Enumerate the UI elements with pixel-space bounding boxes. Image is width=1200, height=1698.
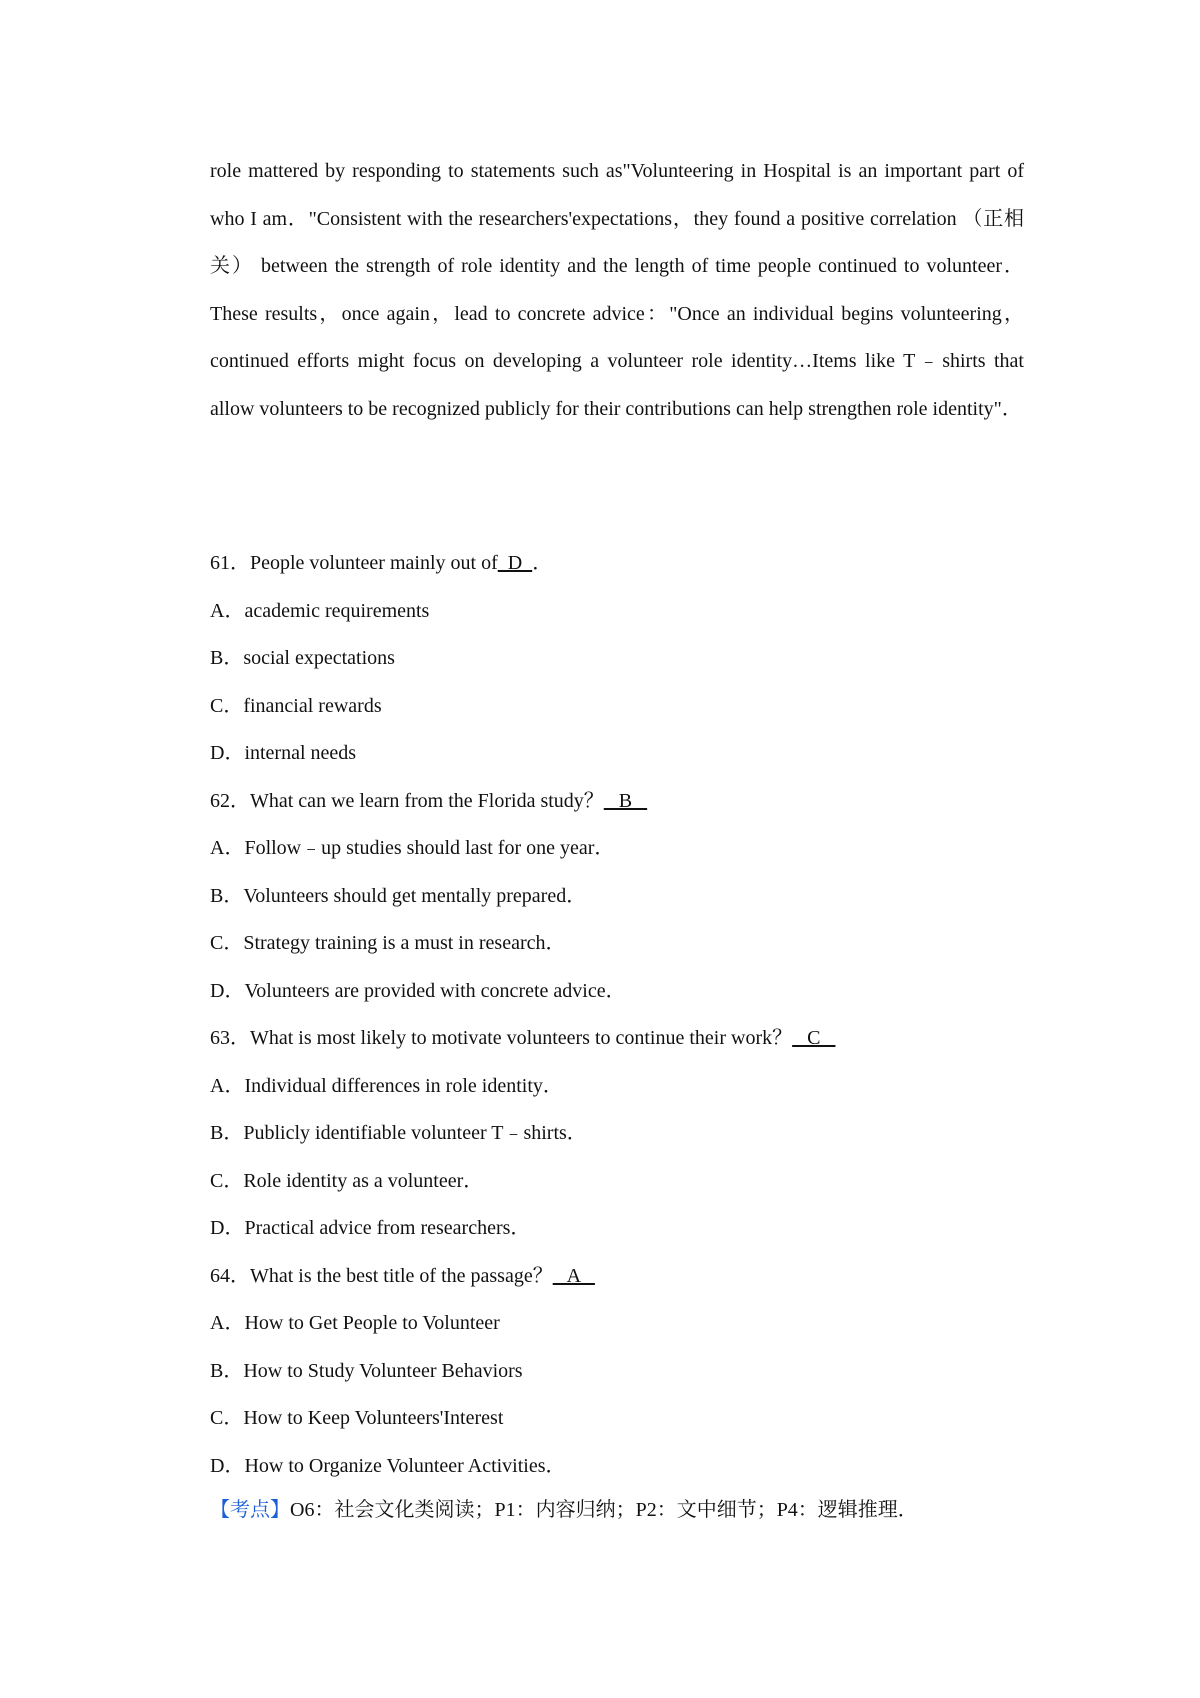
- answer-blank: C: [792, 1027, 836, 1049]
- option-d: D．Practical advice from researchers．: [210, 1217, 531, 1239]
- option-b: B．Publicly identifiable volunteer T﹣shirts．: [210, 1122, 587, 1144]
- question-text: 63．What is most likely to motivate volunteers to continue their work？: [210, 1027, 793, 1049]
- exam-point-note: [210, 1487, 918, 1535]
- question-stem: [210, 1253, 1024, 1301]
- option-a: A．academic requirements: [210, 599, 430, 622]
- question-list: [210, 540, 1024, 1490]
- answer-blank: B: [603, 789, 648, 812]
- exam-point-tag: 【考点】: [210, 1499, 290, 1521]
- question-stem: [210, 540, 1024, 588]
- passage-paragraph: role mattered by responding to statements such as"Volunteering in Hospital is an important part of who I am．"Consistent with the researchers'expectations，they found a positive correlation （正相关） between the strength of role identity and the length of time people continued to volunteer．These results，once again，lead to concrete advice："Once an individual begins volunteering，continued efforts might focus on developing a volunteer role identity…Items like T﹣shirts that allow volunteers to be recognized publicly for their contributions can help strengthen role identity"．: [210, 160, 1024, 420]
- option-a: A．How to Get People to Volunteer: [210, 1312, 500, 1334]
- exam-point-text: O6：社会文化类阅读；P1：内容归纳；P2：文中细节；P4：逻辑推理．: [290, 1499, 918, 1521]
- answer-blank: A: [552, 1264, 595, 1287]
- option-b: B．social expectations: [210, 647, 395, 669]
- question-text: 61．People volunteer mainly out of: [210, 552, 498, 574]
- question-stem: [210, 778, 1024, 826]
- option-d: D．Volunteers are provided with concrete advice．: [210, 979, 626, 1002]
- option-c: C．Role identity as a volunteer．: [210, 1169, 484, 1192]
- option-a: A．Individual differences in role identity．: [210, 1074, 563, 1097]
- option-d: D．internal needs: [210, 742, 357, 764]
- question-suffix: ．: [532, 552, 553, 574]
- answer-blank: D: [497, 552, 533, 574]
- option-c: C．Strategy training is a must in research．: [210, 932, 566, 954]
- option-a: A．Follow﹣up studies should last for one year．: [210, 837, 615, 859]
- option-c: C．financial rewards: [210, 694, 382, 717]
- reading-passage: [210, 148, 1024, 433]
- question-stem: [210, 1015, 1024, 1063]
- question-text: 62．What can we learn from the Florida study？: [210, 789, 604, 812]
- option-b: B．Volunteers should get mentally prepared．: [210, 884, 587, 907]
- option-c: C．How to Keep Volunteers'Interest: [210, 1407, 504, 1429]
- question-text: 64．What is the best title of the passage？: [210, 1264, 553, 1287]
- option-d: D．How to Organize Volunteer Activities．: [210, 1454, 566, 1477]
- option-b: B．How to Study Volunteer Behaviors: [210, 1359, 523, 1382]
